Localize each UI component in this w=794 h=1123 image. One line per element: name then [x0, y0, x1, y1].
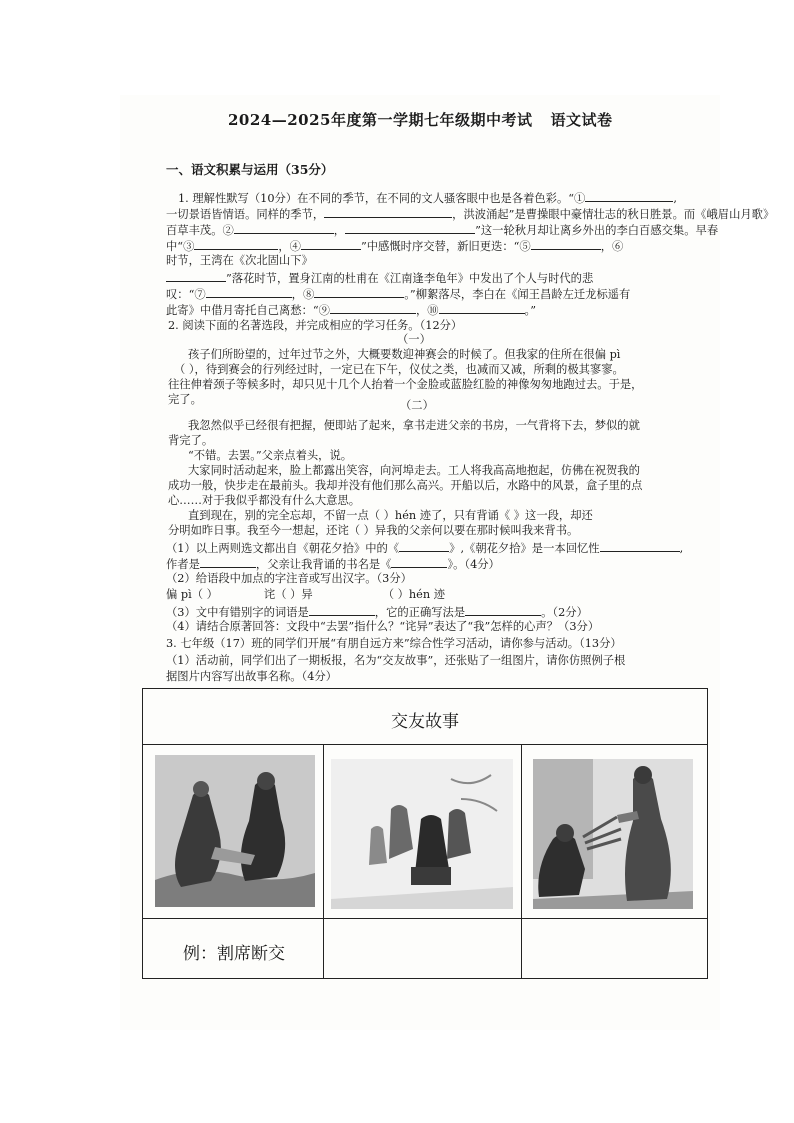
q2-p1-line-2: （ ），待到赛会的行列经过时，一定已在下午，仪仗之类，也减而又减，所剩的极其寥寥。 [174, 363, 624, 376]
q1-line-8: 此寄》中借月寄托自己离愁：“⑨ ，⑩ 。” [166, 304, 536, 317]
blank-9[interactable] [330, 302, 416, 314]
blank-2b[interactable] [345, 222, 475, 234]
blank-essay-title[interactable] [399, 540, 449, 552]
blank-4[interactable] [301, 238, 361, 250]
q1-line-2: 一切景语皆情语。同样的季节， ，洪波涌起”是曹操眼中豪情壮志的秋日胜景。而《峨眉山月歌》 [166, 208, 775, 221]
q2-sub2: （2）给语段中加点的字注音或写出汉字。（3分） [166, 572, 412, 585]
blank-wrong-word[interactable] [309, 604, 375, 616]
section1-heading: 一、语文积累与运用（35分） [166, 162, 334, 177]
item-pi[interactable]: 偏 pì（ ） [166, 588, 218, 601]
q2-p1-line-1: 孩子们所盼望的，过年过节之外，大概要数迎神赛会的时候了。但我家的住所在很偏 pì [188, 348, 621, 361]
exam-title-text: 2024—2025年度第一学期七年级期中考试 [228, 111, 533, 129]
blank-5[interactable] [531, 238, 601, 250]
story-image-2 [331, 759, 513, 909]
kneeling-with-thorns-illustration [533, 759, 693, 909]
q2-sub2-items [166, 588, 445, 602]
exam-subject: 语文试卷 [550, 111, 613, 129]
q1-line-6: ”落花时节，置身江南的杜甫在《江南逢李龟年》中发出了个人与时代的悲 [166, 270, 593, 286]
q3-sub1-line-2: 据图片内容写出故事名称。（4分） [166, 670, 337, 683]
blank-8[interactable] [314, 286, 404, 298]
q2-p1-line-3: 往往伸着颈子等候多时，却只见十几个人抬着一个金脸或蓝脸红脸的神像匆匆地跑过去。于是， [168, 378, 643, 391]
blank-1b[interactable] [324, 206, 452, 218]
q3-sub1-line-1: （1）活动前，同学们出了一期板报，名为“交友故事”，还张贴了一组图片，请你仿照例子根 [166, 654, 626, 667]
q1-line-5: 时节，王湾在《次北固山下》 [166, 254, 313, 267]
q3-intro: 3. 七年级（17）班的同学们开展“有朋自远方来”综合性学习活动，请你参与活动。（13分） [166, 637, 622, 650]
board-column-divider-2 [521, 744, 522, 978]
q2-part1-label: （一） [397, 333, 431, 346]
blank-book[interactable] [391, 556, 447, 568]
q2-sub1-cont: 作者是 ，父亲让我背诵的书名是《 》。（4分） [166, 558, 500, 571]
board-title: 交友故事 [391, 712, 459, 732]
story-image-3 [533, 759, 693, 909]
q2-p2-line-8: 分明如昨日事。我至今一想起，还诧（ ）异我的父亲何以要在那时候叫我来背书。 [168, 524, 579, 537]
board-divider-top [143, 744, 707, 745]
q1-line-1: 1. 理解性默写（10分）在不同的季节，在不同的文人骚客眼中也是各着色彩。“① , [178, 192, 677, 205]
q2-p2-line-6: 心……对于我似乎都没有什么大意思。 [168, 494, 361, 507]
q2-p2-line-4: 大家同时活动起来，脸上都露出笑容，向河埠走去。工人将我高高地抱起，仿佛在祝贺我的 [188, 464, 640, 477]
blank-7[interactable] [206, 286, 292, 298]
q2-p2-line-3: “不错。去罢。”父亲点着头，说。 [188, 449, 353, 462]
item-hen[interactable]: （ ）hén 迹 [382, 588, 446, 601]
q2-sub3: （3）文中有错别字的词语是 ，它的正确写法是 。（2分） [166, 606, 588, 619]
q2-sub4: （4）请结合原著回答：文段中“去罢”指什么？“诧异”表达了“我”怎样的心声？（3分） [166, 620, 600, 633]
q1-line-7: 叹：“⑦ ，⑧ 。”柳絮落尽，李白在《闻王昌龄左迁龙标遥有 [166, 288, 631, 301]
exam-title [228, 109, 613, 130]
story-board [142, 688, 708, 979]
two-scholars-illustration [155, 755, 315, 907]
q2-p2-line-5: 成功一般，快步走在最前头。我却并没有他们那么高兴。开船以后，水路中的风景，盒子里的点 [168, 479, 643, 492]
answer-cell-2[interactable] [325, 920, 521, 978]
blank-3[interactable] [194, 238, 278, 250]
blank-correct-word[interactable] [465, 604, 541, 616]
blank-1[interactable] [585, 190, 673, 202]
q2-part2-label: （二） [400, 399, 434, 412]
answer-cell-3[interactable] [523, 920, 705, 978]
blank-author[interactable] [200, 556, 256, 568]
blank-genre[interactable] [600, 540, 680, 552]
q2-p2-line-1: 我忽然似乎已经很有把握，便即站了起来，拿书走进父亲的书房，一气背将下去，梦似的就 [188, 419, 640, 432]
q2-sub1: （1）以上两则选文都出自《朝花夕拾》中的《 》,《朝花夕拾》是一本回忆性 , [166, 542, 684, 555]
gathering-illustration [331, 759, 513, 909]
story-image-1 [155, 755, 315, 907]
q1-line-4: 中“③ ，④ ”中感慨时序交替，新旧更迭：“⑤ ，⑥ [166, 240, 624, 253]
q2-p2-line-7: 直到现在，别的完全忘却，不留一点（ ）hén 迹了，只有背诵《 》这一段，却还 [188, 509, 593, 522]
q2-intro: 2. 阅读下面的名著选段，并完成相应的学习任务。（12分） [168, 319, 463, 332]
q2-p1-line-4: 完了。 [168, 393, 202, 406]
q2-p2-line-2: 背完了。 [168, 434, 214, 447]
board-divider-bottom [143, 918, 707, 919]
blank-10[interactable] [439, 302, 525, 314]
board-column-divider-1 [323, 744, 324, 978]
example-story-name: 例：割席断交 [183, 944, 285, 964]
blank-2[interactable] [234, 222, 334, 234]
blank-6[interactable] [166, 270, 226, 282]
q1-line-3: 百草丰茂。② ， ”这一轮秋月却让离乡外出的李白百感交集。早春 [166, 224, 719, 237]
item-cha[interactable]: 诧（ ）异 [263, 588, 313, 601]
